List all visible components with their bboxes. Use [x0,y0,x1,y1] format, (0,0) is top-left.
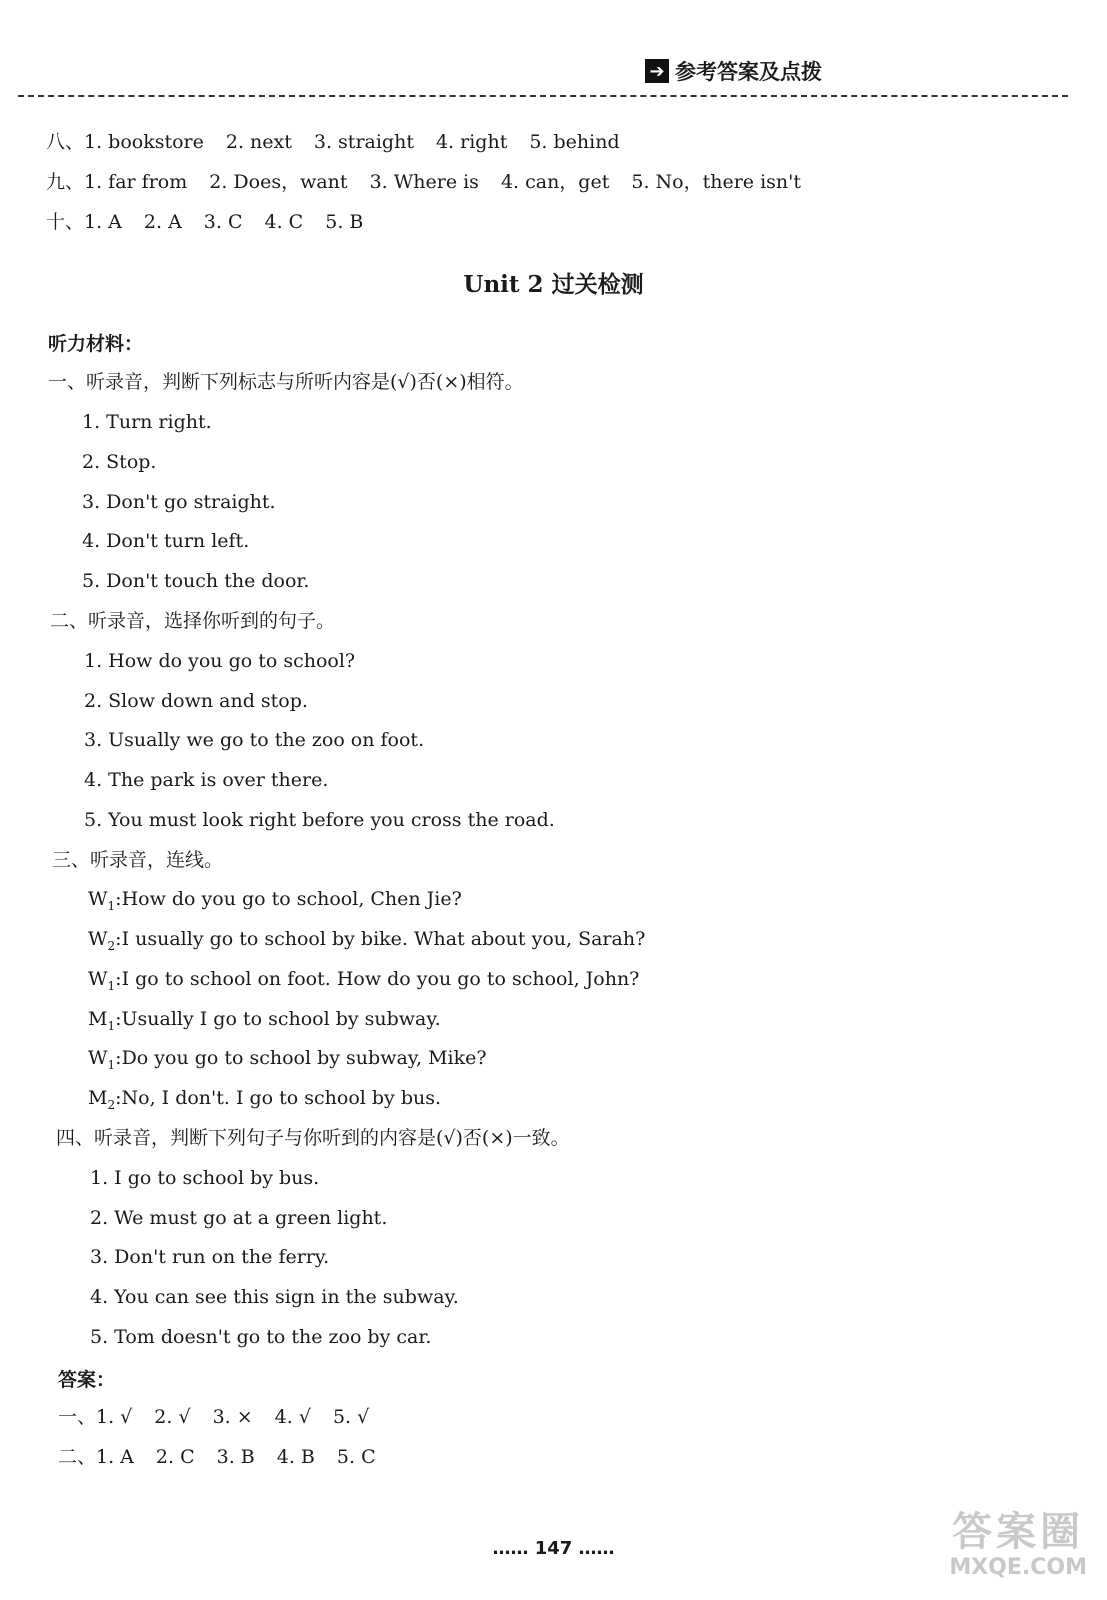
header-title: 参考答案及点拨 [675,60,822,84]
list-item: 1. How do you go to school? [84,650,356,672]
q4-heading: 四、听录音，判断下列句子与你听到的内容是(√)否(×)一致。 [56,1127,570,1149]
answer-row-1: 一、1. √ 2. √ 3. × 4. √ 5. √ [58,1406,370,1428]
list-item: 4. The park is over there. [84,769,329,791]
arrow-right-icon: ➔ [645,59,669,83]
q2-heading: 二、听录音，选择你听到的句子。 [50,610,336,632]
answer-row-2: 二、1. A 2. C 3. B 4. B 5. C [58,1446,376,1468]
list-item: 1. I go to school by bus. [90,1167,320,1189]
list-item: 2. We must go at a green light. [90,1207,388,1229]
list-item: 5. You must look right before you cross the road. [84,809,555,831]
list-item: 1. Turn right. [82,411,212,433]
q3-heading: 三、听录音，连线。 [52,849,224,871]
list-item: 5. Tom doesn't go to the zoo by car. [90,1326,432,1348]
q1-heading: 一、听录音，判断下列标志与所听内容是(√)否(×)相符。 [48,371,524,393]
list-item: 4. Don't turn left. [82,530,250,552]
section-title: Unit 2 过关检测 [463,271,644,298]
page-header [645,56,822,86]
list-item: 5. Don't touch the door. [82,570,310,592]
list-item: 3. Don't run on the ferry. [90,1246,330,1268]
dialogue-line: $M_2:No$, I don't. I go to school by bus. [88,1087,442,1112]
watermark-logo: 答案圈 MXQE.COM [949,1509,1087,1580]
dialogue-line: $M_1:Usually$ I go to school by subway. [88,1008,441,1033]
list-item: 3. Don't go straight. [82,491,276,513]
list-item: 2. Slow down and stop. [84,690,308,712]
answers-label: 答案： [58,1369,116,1391]
page-number: …… 147 …… [492,1538,615,1559]
answer-row-9: 九、1. far from 2. Does，want 3. Where is 4. can，get 5. No，there isn't [46,171,801,193]
list-item: 2. Stop. [82,451,157,473]
answer-row-8: 八、1. bookstore 2. next 3. straight 4. right 5. behind [46,131,620,153]
list-item: 3. Usually we go to the zoo on foot. [84,729,425,751]
answer-row-10: 十、1. A 2. A 3. C 4. C 5. B [46,211,364,233]
dialogue-line: $W_2:I$ usually go to school by bike. What about you, Sarah? [88,928,646,953]
list-item: 4. You can see this sign in the subway. [90,1286,459,1308]
dialogue-line: $W_1:I$ go to school on foot. How do you go to school, John? [88,968,640,993]
header-divider [18,95,1068,97]
dialogue-line: $W_1:How$ do you go to school, Chen Jie? [88,888,462,913]
dialogue-line: $W_1:Do$ you go to school by subway, Mike? [88,1047,487,1072]
listening-label: 听力材料： [48,333,144,355]
